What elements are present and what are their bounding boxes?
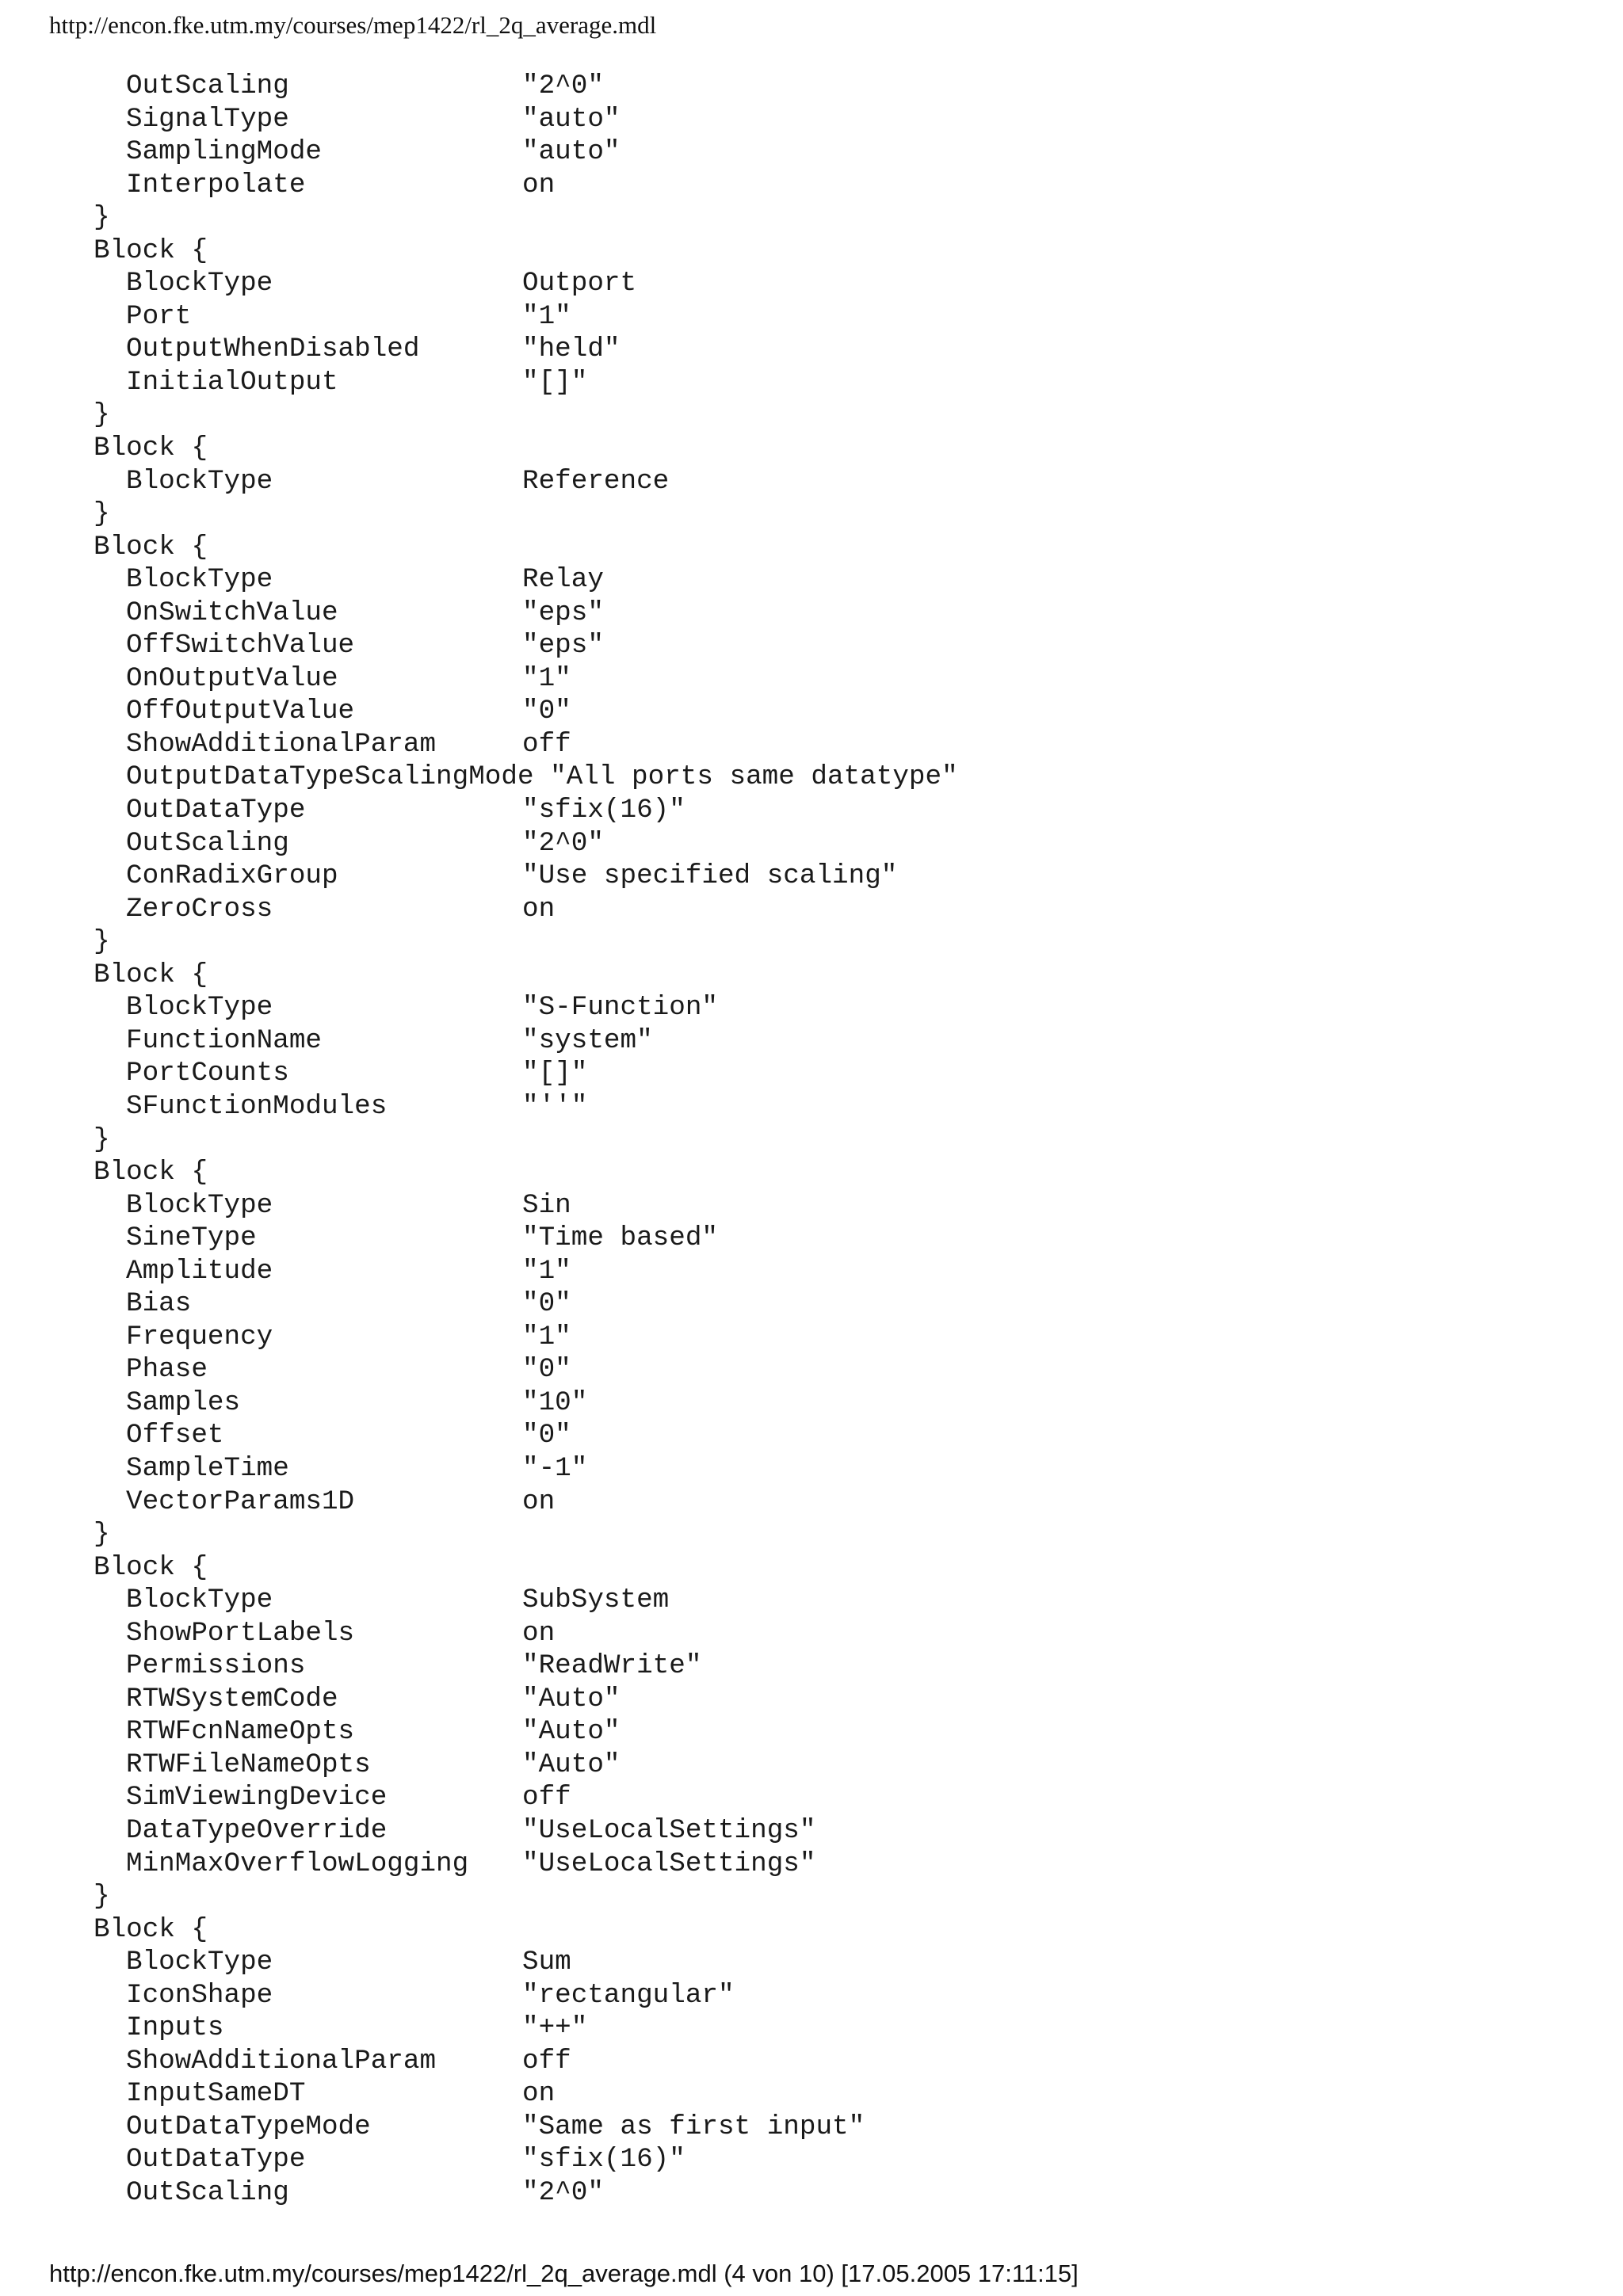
param-value: on [522,169,556,200]
code-line [94,1189,958,1222]
code-line [94,1353,958,1386]
code-line [94,597,958,630]
code-line [94,1024,958,1058]
param-name: Frequency [126,1321,273,1352]
param-value: "[]" [522,1058,588,1089]
param-name: Amplitude [126,1255,273,1287]
param-name: IconShape [126,1979,273,2011]
param-name: Permissions [126,1650,306,1682]
code-text: Block { [94,1551,208,1583]
code-line [94,1486,958,1519]
code-line [94,2111,958,2144]
code-text: Block { [94,1913,208,1945]
code-line [94,662,958,696]
param-value: "rectangular" [522,1979,735,2011]
param-name: Port [126,300,192,332]
code-line [94,399,958,432]
param-value: "2^0" [522,2177,604,2208]
param-value: "Auto" [522,1749,621,1780]
param-name: Samples [126,1386,241,1418]
code-text: } [94,498,110,530]
code-line [94,1683,958,1716]
param-name: ShowAdditionalParam [126,728,437,760]
param-value: on [522,1486,556,1517]
code-line [94,103,958,136]
code-line [94,1287,958,1321]
param-name: PortCounts [126,1058,289,1089]
code-line [94,761,958,794]
code-line [94,1156,958,1189]
code-line [94,2012,958,2045]
param-name: RTWSystemCode [126,1683,338,1714]
param-value: "auto" [522,136,621,168]
code-line [94,1090,958,1123]
code-line [94,135,958,169]
code-line [94,695,958,728]
code-text: } [94,1123,110,1155]
code-line [94,991,958,1024]
param-value: "1" [522,662,571,694]
param-value: "eps" [522,597,604,628]
code-text: Block { [94,1157,208,1188]
code-line [94,1222,958,1255]
param-name: BlockType [126,1585,273,1616]
param-value: "sfix(16)" [522,795,685,826]
param-name: InputSameDT [126,2078,306,2110]
code-line [94,2143,958,2176]
param-name: OffSwitchValue [126,630,355,662]
param-value: "Time based" [522,1222,718,1254]
code-line [94,235,958,268]
param-name: OutScaling [126,827,289,859]
param-value: "2^0" [522,827,604,859]
param-value: on [522,893,556,925]
code-text: Block { [94,959,208,990]
code-line [94,366,958,399]
param-value: "[]" [522,366,588,398]
param-value: "eps" [522,630,604,662]
param-value: "Same as first input" [522,2111,865,2142]
param-value: off [522,728,571,760]
param-value: "UseLocalSettings" [522,1848,816,1879]
param-name: OutDataTypeMode [126,2111,371,2142]
code-line [94,1255,958,1288]
param-name: RTWFcnNameOpts [126,1716,355,1748]
code-text: } [94,1519,110,1550]
code-text: Block { [94,531,208,563]
code-line [94,1946,958,1979]
param-name: DataTypeOverride [126,1814,388,1846]
param-value: SubSystem [522,1585,670,1616]
code-line [94,860,958,893]
param-name: VectorParams1D [126,1486,355,1517]
page-header-url: http://encon.fke.utm.my/courses/mep1422/rl_2q_average.mdl [49,11,657,39]
param-value: off [522,1782,571,1814]
param-name: Phase [126,1354,208,1386]
code-text: } [94,202,110,234]
code-line [94,1321,958,1354]
code-line [94,1979,958,2012]
param-name: Interpolate [126,169,306,200]
code-line [94,432,958,465]
param-name: ShowAdditionalParam [126,2045,437,2077]
param-value: "0" [522,1420,571,1451]
param-name: Bias [126,1288,192,1320]
code-text: Block { [94,433,208,464]
param-name: SimViewingDevice [126,1782,388,1814]
code-line [94,1057,958,1090]
param-name: SFunctionModules [126,1090,388,1122]
param-value: "sfix(16)" [522,2144,685,2176]
param-value: "system" [522,1024,653,1056]
param-value: "0" [522,1288,571,1320]
param-value: "held" [522,334,621,365]
code-line [94,498,958,531]
param-name: OutScaling [126,71,289,101]
param-name: OnSwitchValue [126,597,338,628]
param-name: MinMaxOverflowLogging [126,1848,469,1879]
param-name: OutScaling [126,2177,289,2208]
code-line [94,1848,958,1881]
code-line [94,1781,958,1814]
code-line [94,1715,958,1749]
param-name: InitialOutput [126,366,338,398]
param-name: OnOutputValue [126,662,338,694]
param-name: OutDataType [126,2144,306,2176]
code-line [94,1123,958,1157]
param-value: "0" [522,1354,571,1386]
code-text: } [94,926,110,958]
code-line [94,300,958,334]
code-line [94,1419,958,1452]
mdl-code-listing [94,70,958,2210]
param-value: "-1" [522,1452,588,1484]
param-value: "ReadWrite" [522,1650,702,1682]
code-line [94,70,958,103]
param-value: "1" [522,1321,571,1352]
param-value: "1" [522,1255,571,1287]
param-value: "Use specified scaling" [522,860,898,892]
param-name: SineType [126,1222,257,1254]
param-name: OffOutputValue [126,696,355,727]
code-line [94,827,958,860]
code-line [94,563,958,597]
code-line [94,1518,958,1551]
param-name: ZeroCross [126,893,273,925]
param-value: "1" [522,300,571,332]
param-name: RTWFileNameOpts [126,1749,371,1780]
code-text: OutputDataTypeScalingMode "All ports same datatype" [126,761,958,793]
param-value: "auto" [522,103,621,135]
param-name: OutputWhenDisabled [126,334,420,365]
code-line [94,1880,958,1913]
param-name: BlockType [126,268,273,299]
code-text: } [94,1881,110,1913]
code-line [94,1452,958,1486]
param-name: FunctionName [126,1024,322,1056]
page-footer: http://encon.fke.utm.my/courses/mep1422/rl_2q_average.mdl (4 von 10) [17.05.2005 17:11:15] [49,2260,1079,2287]
code-text: } [94,399,110,431]
code-line [94,1386,958,1420]
param-value: "UseLocalSettings" [522,1814,816,1846]
code-line [94,794,958,827]
code-line [94,1650,958,1683]
param-name: SignalType [126,103,289,135]
param-value: "Auto" [522,1716,621,1748]
param-value: "Auto" [522,1683,621,1714]
param-name: SampleTime [126,1452,289,1484]
param-value: "++" [522,2012,588,2044]
code-line [94,893,958,926]
param-value: "S-Function" [522,992,718,1024]
code-line [94,2045,958,2078]
code-line [94,2176,958,2210]
param-value: off [522,2045,571,2077]
code-text: Block { [94,235,208,266]
param-name: BlockType [126,992,273,1024]
param-name: BlockType [126,564,273,596]
code-line [94,2077,958,2111]
param-name: BlockType [126,1189,273,1221]
code-line [94,201,958,235]
code-line [94,267,958,300]
code-line [94,925,958,959]
code-line [94,629,958,662]
code-line [94,465,958,498]
param-value: Relay [522,564,604,596]
param-name: Offset [126,1420,224,1451]
param-name: SamplingMode [126,136,322,168]
code-line [94,959,958,992]
param-value: on [522,2078,556,2110]
code-line [94,169,958,202]
param-value: Sum [522,1947,571,1978]
code-line [94,1551,958,1585]
code-line [94,531,958,564]
param-value: Outport [522,268,637,299]
param-name: ShowPortLabels [126,1617,355,1649]
code-line [94,1584,958,1617]
param-name: ConRadixGroup [126,860,338,892]
code-line [94,728,958,761]
code-line [94,1749,958,1782]
param-name: Inputs [126,2012,224,2044]
code-line [94,1617,958,1650]
param-value: "''" [522,1090,588,1122]
param-value: "0" [522,696,571,727]
param-value: Sin [522,1189,571,1221]
param-name: OutDataType [126,795,306,826]
param-value: "2^0" [522,71,604,101]
param-value: Reference [522,465,670,497]
param-name: BlockType [126,465,273,497]
code-line [94,333,958,366]
code-line [94,1913,958,1947]
param-value: on [522,1617,556,1649]
code-line [94,1814,958,1848]
param-name: BlockType [126,1947,273,1978]
param-value: "10" [522,1386,588,1418]
